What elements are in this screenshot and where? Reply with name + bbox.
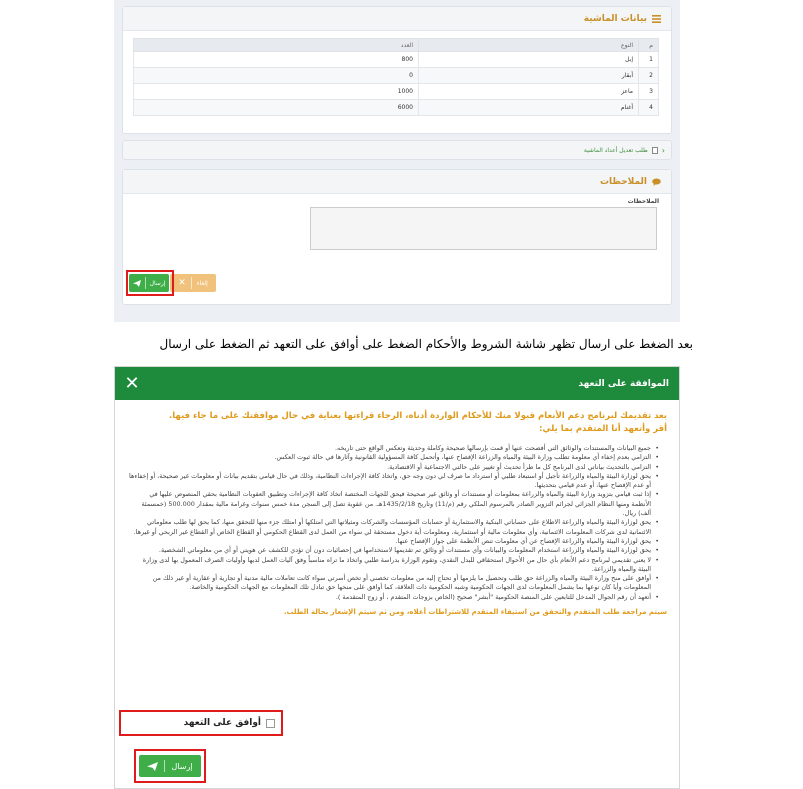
button-divider [164, 760, 165, 772]
table-row [134, 84, 659, 100]
livestock-panel-title: بيانات الماشية [583, 13, 647, 24]
edit-request-label: طلب تعديل أعداد الماشية [583, 146, 648, 154]
button-divider [191, 277, 192, 289]
livestock-panel [122, 6, 672, 134]
cell-type: إبل [419, 52, 639, 68]
column-header-index: م [639, 39, 659, 52]
edit-request-toggle[interactable] [122, 140, 672, 160]
cell-type: ماعز [419, 84, 639, 100]
cell-type: أبقار [419, 68, 639, 84]
table-row [134, 52, 659, 68]
list-item: • التزامي بعدم إخفاء أي معلومة تطلب وزارة البيئة والمياه والزراعة الإفصاح عنها، وأتحمل كافة المسؤولية القانونية وآثارها في حالة ثبوت العكس. [129, 453, 659, 462]
modal-intro [127, 410, 667, 436]
review-note: سيتم مراجعة طلب المتقدم والتحقق من استيفاء المتقدم للاشتراطات أعلاه، ومن ثم سيتم الإشعار بحالة الطلب. [283, 608, 667, 617]
livestock-table [133, 38, 659, 116]
agree-checkbox-row[interactable] [119, 710, 283, 736]
cell-count: 6000 [134, 100, 419, 116]
terms-list [129, 444, 659, 602]
notes-panel-title: الملاحظات [599, 176, 647, 187]
paper-plane-icon [147, 762, 158, 771]
list-item: • يحق لوزارة البيئة والمياه والزراعة استخدام المعلومات والبيانات وأي مستندات أو وثائق تم تقديمها لاستخدامها في إحصائيات دون أن تؤدي للكشف عن هويتي أو أي من معلوماتي الشخصية. [129, 546, 659, 555]
list-item: • جميع البيانات والمستندات والوثائق التي أفصحت عنها أو قمت بإرسالها صحيحة وكاملة وحديثة وتعكس الواقع حتى تاريخه. [129, 444, 659, 453]
modal-header [115, 367, 679, 400]
list-item: • أوافق على منح وزارة البيئة والمياه والزراعة حق طلب وتحصيل ما يلزمها أو تحتاج إليه من معلومات تخصني أو تخص أسرتي سواء كانت تعاملات مالية مدنية أو تجارية أو عقارية أو غير ذلك من المعلومات وأيا كان نوعها بما يشمل المعلومات لدى الجهات الحكومية وشبه الحكومية ذات العلاقة، كما أوافق على منحها حق تبادل تلك المعلومات مع الجهات الحكومية والخاصة. [129, 574, 659, 593]
close-icon: ✕ [178, 278, 186, 288]
send-button[interactable] [139, 755, 201, 777]
mouse-cursor-icon [295, 623, 303, 632]
cell-count: 800 [134, 52, 419, 68]
list-item: • يحق لوزارة البيئة والمياه والزراعة الاطلاع على حساباتي البنكية والاستثمارية أو حسابات المؤسسات والشركات ومثيلاتها التي امتلكها أو امتلك جزء منها للتحقق منها، كما يحق لها طلب معلوماتي الائتمانية لدى شركات المعلومات الائتمانية، وأي معلومات مالية أو استثمارية، ومعلومات أية دخول مستحقة لي سواء من العمل لدى القطاع الحكومي أو القطاع الخاص أو القطاع غير الربحي أو غيرها. [129, 518, 659, 537]
cancel-label: إلغاء [196, 279, 208, 287]
table-row [134, 100, 659, 116]
list-item: • يحق لوزارة البيئة والمياه والزراعة تأجيل أو استبعاد طلبي أو استرداد ما صرف لي دون وجه حق، واتخاذ كافة الإجراءات النظامية، وذلك في حال قيامي بتقديم بيانات أو معلومات غير صحيحة، أو إخفاءها أو عدم الإفصاح عنها، أو عدم قيامي بتحديثها. [129, 472, 659, 491]
highlight-box [126, 270, 174, 296]
table-header-row [134, 39, 659, 52]
send-label: إرسال [171, 761, 193, 771]
application-screenshot [114, 0, 680, 322]
send-label: إرسال [149, 279, 166, 287]
cell-index: 4 [639, 100, 659, 116]
agree-label[interactable]: أوافق على التعهد [183, 718, 261, 728]
cell-type: أغنام [419, 100, 639, 116]
notes-panel-header [123, 170, 671, 194]
cell-index: 2 [639, 68, 659, 84]
column-header-count: العدد [134, 39, 419, 52]
comments-icon [652, 178, 661, 186]
table-row [134, 68, 659, 84]
list-item: • لا يعني تقديمي لبرنامج دعم الأنعام بأي حال من الأحوال استحقاقي للبدل النقدي، وتقوم الوزارة بدراسة طلبي واتخاذ ما تراه مناسباً وفق آليات العمل لديها وأوليات الصرف المعمول بها لدى وزارة البيئة والمياه والزراعة. [129, 556, 659, 575]
cell-count: 1000 [134, 84, 419, 100]
cell-index: 3 [639, 84, 659, 100]
list-item: • أتعهد أن رقم الجوال المدخل للتابعين على المنصة الحكومية "أبشر" صحيح (الخاص بزوجات المتقدم ، أو زوج المتقدمة ). [129, 593, 659, 602]
intro-line-1: بعد تقديمك لبرنامج دعم الأنعام قبولا منك للأحكام الواردة أدناه، الرجاء قراءتها بعناية في حال موافقتك على ما جاء فيها. [168, 411, 667, 421]
list-item: • إذا ثبت قيامي بتزويد وزارة البيئة والمياه والزراعة بمعلومات أو مستندات أو وثائق غير صحيحة فيحق للجهات المختصة اتخاذ كافة الإجراءات وتطبيق العقوبات النظامية بحقي المنصوص عليها في الأنظمة ومنها النظام الجزائي لجرائم التزوير الصادر بالمرسوم الملكي رقم (م/11) وتاريخ 1435/2/18هـ. من عقوبة تصل إلى السجن مدة خمس سنوات وغرامة مالية بمقدار 500.000 (خمسمئة ألف) ريال. [129, 490, 659, 518]
modal-title: الموافقة على التعهد [578, 378, 669, 389]
document-icon [652, 147, 658, 154]
close-icon[interactable]: ✕ [124, 372, 140, 394]
livestock-panel-header [123, 7, 671, 31]
cell-count: 0 [134, 68, 419, 84]
cancel-button[interactable] [170, 274, 216, 292]
notes-textarea[interactable] [310, 207, 657, 250]
notes-field-label: الملاحظات [627, 198, 659, 205]
terms-modal [114, 366, 680, 789]
intro-line-2: أقر وأتعهد أنا المتقدم بما يلي: [539, 424, 667, 434]
instruction-text: بعد الضغط على ارسال تظهر شاشة الشروط والأحكام الضغط على أوافق على التعهد ثم الضغط على ارسال [159, 337, 693, 351]
agree-checkbox[interactable] [266, 719, 275, 728]
list-icon [652, 15, 661, 23]
list-item: • يحق لوزارة البيئة والمياه والزراعة الإفصاح عن أي معلومات تنص الأنظمة على جواز الإفصاح عنها. [129, 537, 659, 546]
list-item: • التزامي بالتحديث بياناتي لدى البرنامج كل ما طرأ تحديث أو تغيير على حالتي الاجتماعية أو الاقتصادية. [129, 463, 659, 472]
cell-index: 1 [639, 52, 659, 68]
column-header-type: النوع [419, 39, 639, 52]
chevron-left-icon: ‹ [661, 145, 665, 155]
